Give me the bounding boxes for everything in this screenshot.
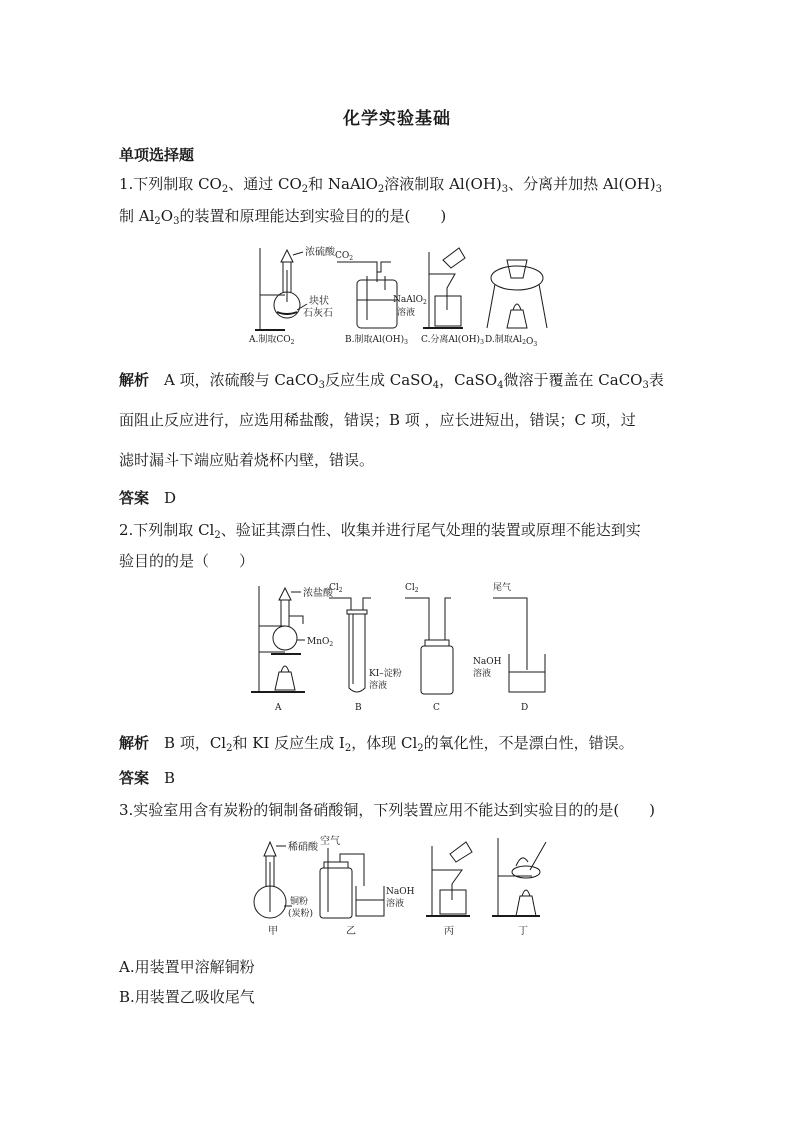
q2-label-tail: 尾气 bbox=[493, 583, 512, 593]
q1-stem-line1: 1.下列制取 $CO_2$、通过 $CO_2$和 NaAlO$_2$溶液制取 $Al(OH)_3$、分离并加热 $Al(OH)_3$ bbox=[119, 175, 663, 195]
q2-label-cl2-c: $Cl_2$ bbox=[405, 583, 419, 594]
q3-label-acid: 稀硝酸 bbox=[288, 842, 318, 853]
page-title: 化学实验基础 bbox=[343, 109, 451, 129]
q1-caption-d: D.制取$Al_2O_3$ bbox=[485, 335, 538, 348]
q3-apparatus-figure bbox=[240, 832, 560, 940]
q2-answer: 答案 B bbox=[119, 769, 176, 787]
q3-stem: 3.实验室用含有炭粉的铜制备硝酸铜，下列装置应用不能达到实验目的的是( ) bbox=[119, 801, 656, 819]
q1-label-co2: $CO_2$ bbox=[335, 251, 354, 262]
q3-apparatus-jia bbox=[254, 842, 292, 918]
q2-label-naoh: NaOH bbox=[473, 657, 502, 667]
q3-apparatus-yi bbox=[320, 848, 384, 918]
q3-label-solution: 溶液 bbox=[386, 899, 405, 909]
q2-analysis-label: 解析 bbox=[119, 734, 150, 752]
q1-caption-c: C.分离$Al(OH)_3$ bbox=[421, 335, 484, 346]
q1-analysis-line3: 滤时漏斗下端应贴着烧杯内壁，错误。 bbox=[119, 451, 375, 469]
q1-apparatus-a bbox=[255, 248, 307, 330]
q1-label-acid: 浓硫酸 bbox=[305, 247, 335, 258]
q2-caption-a: A bbox=[275, 703, 282, 713]
q2-label-cl2-b: $Cl_2$ bbox=[329, 583, 343, 594]
q3-label-cu1: 铜粉 bbox=[290, 897, 309, 907]
q2-caption-d: D bbox=[521, 703, 529, 713]
section-heading: 单项选择题 bbox=[119, 146, 195, 164]
q2-label-solution: 溶液 bbox=[473, 669, 492, 679]
q2-caption-b: B bbox=[355, 703, 362, 713]
q1-apparatus-c bbox=[423, 248, 465, 328]
q2-apparatus-c bbox=[405, 583, 453, 694]
q1-analysis-line1: 解析 A 项，浓硫酸与 CaCO$_3$反应生成 CaSO$_4$，CaSO$_4$微溶于覆盖在 CaCO$_3$表 bbox=[119, 371, 664, 391]
q2-caption-c: C bbox=[433, 703, 440, 713]
q1-label-stone1: 块状 bbox=[309, 296, 329, 307]
q3-option-b[interactable]: B.用装置乙吸收尾气 bbox=[119, 988, 255, 1006]
q1-apparatus-figure bbox=[245, 240, 555, 350]
q1-stem-line2: 制 $Al_2O_3$的装置和原理能达到实验目的的是( ) bbox=[119, 207, 447, 227]
q3-caption-ding: 丁 bbox=[518, 926, 528, 937]
q1-apparatus-d bbox=[487, 260, 547, 328]
q2-label-acid: 浓盐酸 bbox=[303, 588, 333, 599]
q3-caption-yi: 乙 bbox=[346, 926, 356, 937]
q3-label-air: 空气 bbox=[320, 836, 340, 847]
q1-analysis-label: 解析 bbox=[119, 371, 150, 389]
q1-label-stone2: 石灰石 bbox=[303, 308, 333, 319]
q3-apparatus-bing bbox=[426, 842, 472, 916]
q2-stem-line1: 2.下列制取 $Cl_2$、验证其漂白性、收集并进行尾气处理的装置或原理不能达到实 bbox=[119, 521, 641, 541]
q3-apparatus-ding bbox=[492, 838, 546, 916]
q2-apparatus-d bbox=[493, 581, 545, 692]
q1-analysis-line2: 面阻止反应进行，应选用稀盐酸，错误；B 项 ，应长进短出，错误；C 项，过 bbox=[119, 411, 636, 429]
q2-stem-line2: 验目的的是（ ） bbox=[119, 552, 255, 570]
q3-label-cu2: (炭粉) bbox=[288, 909, 314, 919]
q2-label-mno2: MnO$_2$ bbox=[307, 637, 334, 648]
q1-caption-b: B.制取$Al(OH)_3$ bbox=[345, 335, 408, 346]
q3-option-a[interactable]: A.用装置甲溶解铜粉 bbox=[119, 958, 255, 976]
q2-apparatus-b bbox=[329, 583, 371, 692]
q1-caption-a: A.制取$CO_2$ bbox=[249, 335, 295, 346]
q2-apparatus-a bbox=[251, 586, 305, 692]
q2-analysis: 解析 B 项，$Cl_2$和 KI 反应生成 $I_2$，体现 $Cl_2$的氧化性，不是漂白性，错误。 bbox=[119, 734, 634, 754]
q1-label-naalo2: NaAlO$_2$ bbox=[393, 295, 427, 306]
q3-caption-jia: 甲 bbox=[268, 926, 278, 937]
q3-caption-bing: 丙 bbox=[444, 926, 454, 937]
q2-apparatus-figure bbox=[245, 580, 555, 716]
q2-label-ki2: 溶液 bbox=[369, 681, 388, 691]
q1-label-solution: 溶液 bbox=[397, 308, 416, 318]
q2-label-ki1: KI–淀粉 bbox=[369, 669, 402, 679]
q1-apparatus-b bbox=[335, 251, 397, 328]
q1-answer: 答案 D bbox=[119, 489, 177, 507]
q3-label-naoh: NaOH bbox=[386, 887, 415, 897]
